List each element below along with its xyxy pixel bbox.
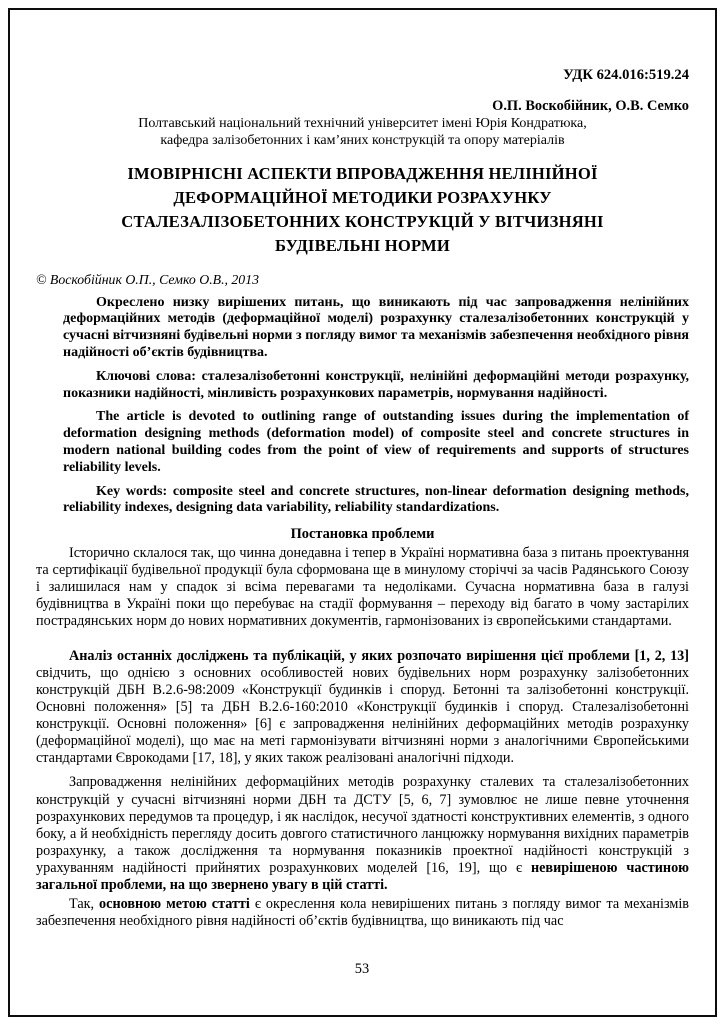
abstract-block (36, 295, 689, 518)
copyright-line: © Воскобійник О.П., Семко О.В., 2013 (36, 271, 260, 287)
abstract-english: The article is devoted to outlining range of outstanding issues during the implementation of deformation designing methods (deformation model) of composite steel and concrete structures in modern national building codes from the point of view of requirements and supports of structures reliability levels. (63, 409, 689, 475)
article-title (36, 162, 689, 258)
affiliation-line-1: Полтавський національний технічний університет імені Юрія Кондратюка, (138, 116, 587, 132)
body-paragraph: Історично склалося так, що чинна донедавна і тепер в Україні нормативна база з питань проектування та сертифікації будівельної продукції була сформована ще в минулому сторіччі за часів Радянського Союзу і залишилася нам у спадок зі всіма перевагами та недоліками. Сучасна нормативна база в галузі будівництва в Україні поки що перебуває на стадії формування – переходу від багато в чому застарілих пострадянських норм до нових нормативних документів, гармонізованих із європейськими стандартами. (36, 545, 689, 630)
page-content (36, 52, 689, 930)
article-title-line-1: ІМОВІРНІСНІ АСПЕКТИ ВПРОВАДЖЕННЯ НЕЛІНІЙНОЇ (127, 164, 598, 184)
article-title-line-4: БУДІВЕЛЬНІ НОРМИ (275, 236, 450, 256)
article-title-line-2: ДЕФОРМАЦІЙНОЇ МЕТОДИКИ РОЗРАХУНКУ (173, 188, 552, 208)
article-title-line-3: СТАЛЕЗАЛІЗОБЕТОННИХ КОНСТРУКЦІЙ У ВІТЧИЗНЯНІ (121, 212, 604, 232)
body-paragraph: Так, основною метою статті є окреслення кола невирішених питань з погляду вимог та механізмів забезпечення необхідного рівня надійності об’єктів будівництва, що виникають під час (36, 895, 689, 929)
keywords-ukrainian: Ключові слова: сталезалізобетонні конструкції, нелінійні деформаційні методи розрахунку, показники надійності, мінливість розрахункових параметрів, нормування надійності. (63, 368, 689, 401)
udc-code: УДК 624.016:519.24 (563, 66, 689, 83)
affiliation-line-2: кафедра залізобетонних і кам’яних конструкцій та опору матеріалів (160, 133, 565, 149)
section-heading-problem-statement: Постановка проблеми (290, 526, 435, 543)
body-paragraph: Запровадження нелінійних деформаційних методів розрахунку сталевих та сталезалізобетонних конструкцій у сучасні вітчизняні норми ДБН та ДСТУ [5, 6, 7] зумовлює не лише певне уточнення розрахункових передумов та процедур, і як наслідок, несучої здатності конструктивних елементів, з одного боку, а й необхідність перегляду досить довгого статистичного ланцюжку нормування вихідних параметрів розрахунку, а також дослідження та нормування показників проектної надійності конструкцій з урахуванням надійності прийнятих розрахункових моделей [16, 19], що є невирішеною частиною загальної проблеми, на що звернено увагу в цій статті. (36, 774, 690, 893)
abstract-ukrainian: Окреслено низку вирішених питань, що виникають під час запровадження нелінійних деформаційних методів (деформаційної моделі) розрахунку сталезалізобетонних конструкцій у сучасні вітчизняні будівельні норми з погляду вимог та механізмів забезпечення необхідного рівня надійності об’єктів будівництва. (63, 294, 689, 360)
keywords-english: Key words: composite steel and concrete structures, non-linear deformation designing methods, reliability indexes, designing data variability, reliability standardizations. (63, 483, 689, 516)
body-paragraph: Аналіз останніх досліджень та публікацій, у яких розпочато вирішення цієї проблеми [1, 2, 13] свідчить, що однією з основних особливостей нових будівельних норм розрахунку залізобетонних конструкцій ДБН В.2.6-98:2009 «Конструкції будинків і споруд. Бетонні та залізобетонні конструкції. Основні положення» [5] та ДБН В.2.6-160:2010 «Конструкції будинків і споруд. Сталезалізобетонні конструкції. Основні положення» [6] є запровадження нелінійних деформаційних методів розрахунку (деформаційної моделі), що має на меті гармонізувати вітчизняні норми з аналогічними Європейськими стандартами Єврокодами [17, 18], у яких також реалізовані аналогічні підходи. (36, 648, 689, 767)
page-number: 53 (354, 961, 370, 977)
authors-line: О.П. Воскобійник, О.В. Семко (492, 98, 689, 115)
